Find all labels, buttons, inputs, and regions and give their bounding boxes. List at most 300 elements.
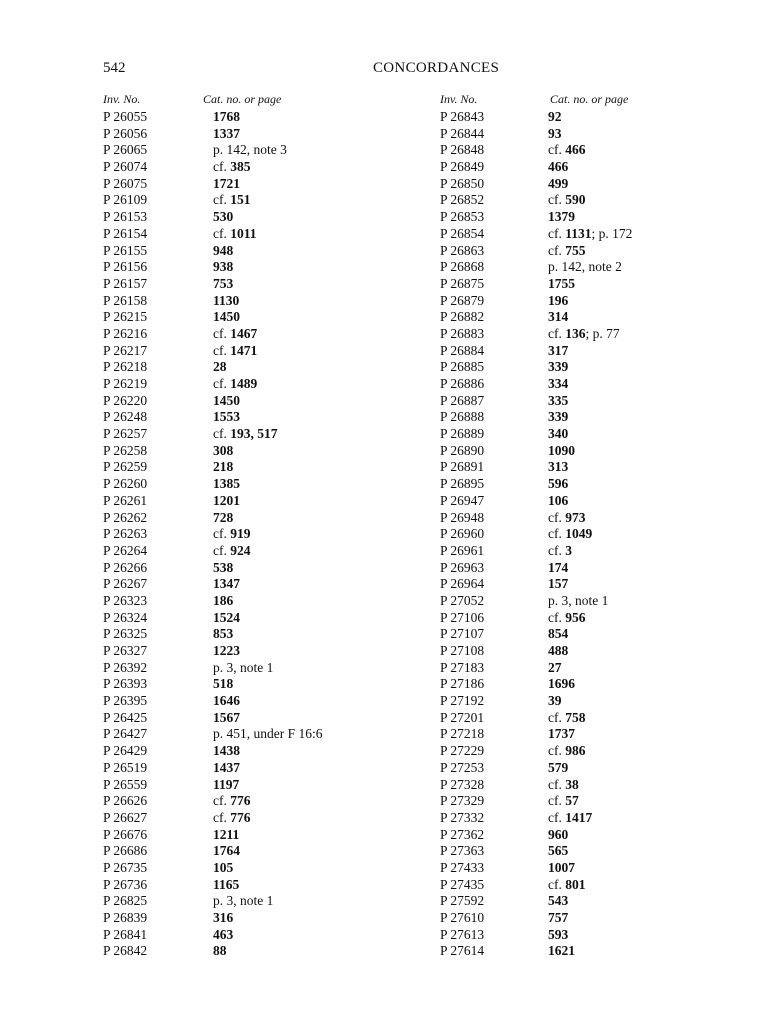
catalogue-number: 853 bbox=[213, 626, 234, 642]
concordance-row bbox=[440, 810, 680, 827]
catalogue-reference bbox=[548, 710, 586, 727]
reference-text: cf. bbox=[548, 876, 566, 892]
inventory-number: P 27052 bbox=[440, 592, 485, 608]
catalogue-reference bbox=[213, 927, 233, 944]
concordance-row bbox=[440, 459, 680, 476]
inventory-number: P 26325 bbox=[103, 626, 148, 642]
concordance-row bbox=[440, 493, 680, 510]
catalogue-number: 755 bbox=[565, 242, 586, 258]
reference-text: cf. bbox=[548, 743, 566, 759]
concordance-row bbox=[440, 860, 680, 877]
inventory-number: P 26267 bbox=[103, 576, 148, 592]
catalogue-number: 1223 bbox=[213, 643, 240, 658]
catalogue-number: 1737 bbox=[548, 726, 575, 742]
catalogue-number: 106 bbox=[548, 492, 569, 508]
inventory-number: P 26889 bbox=[440, 426, 485, 442]
catalogue-reference bbox=[548, 593, 608, 610]
catalogue-reference bbox=[213, 660, 273, 677]
reference-text: cf. bbox=[548, 225, 566, 241]
concordance-row bbox=[440, 192, 680, 209]
concordance-row bbox=[440, 676, 680, 693]
concordance-row bbox=[440, 376, 680, 393]
inventory-number: P 27363 bbox=[440, 843, 485, 859]
concordance-row bbox=[440, 259, 680, 276]
inventory-number: P 26156 bbox=[103, 259, 148, 275]
concordance-row bbox=[440, 843, 680, 860]
inventory-number: P 27183 bbox=[440, 659, 485, 675]
concordance-row bbox=[440, 827, 680, 844]
catalogue-reference bbox=[213, 393, 240, 410]
catalogue-reference bbox=[548, 810, 592, 827]
catalogue-number: 518 bbox=[213, 676, 234, 692]
concordance-row bbox=[103, 109, 343, 126]
catalogue-reference bbox=[548, 693, 562, 710]
catalogue-reference bbox=[548, 827, 568, 844]
inventory-number: P 26963 bbox=[440, 559, 485, 575]
catalogue-reference bbox=[548, 293, 568, 310]
concordance-row bbox=[103, 376, 343, 393]
concordance-row bbox=[440, 443, 680, 460]
inventory-number: P 27610 bbox=[440, 910, 485, 925]
catalogue-reference bbox=[213, 910, 233, 927]
concordance-row bbox=[103, 893, 343, 910]
reference-text: cf. bbox=[213, 225, 231, 241]
inventory-number: P 26218 bbox=[103, 359, 148, 375]
catalogue-reference bbox=[213, 109, 240, 126]
inventory-number: P 26839 bbox=[103, 910, 148, 925]
reference-text: p. 142, note 2 bbox=[548, 259, 622, 275]
catalogue-number: 565 bbox=[548, 843, 569, 859]
catalogue-reference bbox=[213, 827, 239, 844]
catalogue-reference bbox=[213, 593, 233, 610]
catalogue-number: 1438 bbox=[213, 743, 240, 759]
catalogue-reference bbox=[548, 276, 575, 293]
concordance-row bbox=[440, 293, 680, 310]
catalogue-number: 1379 bbox=[548, 209, 575, 225]
inventory-number: P 26154 bbox=[103, 225, 148, 241]
catalogue-reference bbox=[213, 693, 240, 710]
reference-text: cf. bbox=[213, 526, 231, 542]
inventory-number: P 26947 bbox=[440, 492, 485, 508]
inventory-number: P 26948 bbox=[440, 509, 485, 525]
catalogue-reference bbox=[548, 343, 568, 360]
inventory-number: P 26215 bbox=[103, 309, 148, 325]
concordance-row bbox=[103, 343, 343, 360]
inventory-number: P 26155 bbox=[103, 242, 148, 258]
concordance-column-right bbox=[440, 92, 680, 960]
catalogue-number: 308 bbox=[213, 442, 234, 458]
catalogue-reference bbox=[213, 877, 239, 894]
inventory-number: P 27253 bbox=[440, 759, 485, 775]
concordance-column-left bbox=[103, 92, 343, 960]
reference-text: cf. bbox=[548, 509, 566, 525]
catalogue-reference bbox=[548, 209, 575, 226]
inv-no-heading: Inv. No. bbox=[440, 92, 478, 106]
concordance-row bbox=[103, 159, 343, 176]
inventory-number: P 26262 bbox=[103, 509, 148, 525]
catalogue-reference bbox=[548, 226, 632, 243]
inventory-number: P 26153 bbox=[103, 209, 148, 225]
inventory-number: P 27218 bbox=[440, 726, 485, 742]
inventory-number: P 27192 bbox=[440, 693, 485, 709]
concordance-row bbox=[440, 510, 680, 527]
concordance-row bbox=[440, 593, 680, 610]
concordance-row bbox=[440, 693, 680, 710]
concordance-row bbox=[103, 226, 343, 243]
inventory-number: P 27614 bbox=[440, 943, 485, 959]
catalogue-reference bbox=[213, 760, 240, 777]
catalogue-reference bbox=[213, 259, 233, 276]
catalogue-number: 758 bbox=[565, 709, 586, 725]
inventory-number: P 26266 bbox=[103, 559, 148, 575]
concordance-row bbox=[103, 777, 343, 794]
reference-text: cf. bbox=[213, 342, 231, 358]
catalogue-reference bbox=[213, 293, 239, 310]
reference-text: cf. bbox=[213, 376, 231, 391]
concordance-rows bbox=[103, 109, 343, 960]
catalogue-number: 1337 bbox=[213, 125, 240, 141]
inventory-number: P 26216 bbox=[103, 325, 148, 341]
catalogue-reference bbox=[548, 843, 568, 860]
inventory-number: P 26109 bbox=[103, 192, 148, 208]
inventory-number: P 27433 bbox=[440, 859, 485, 875]
reference-text: ; p. 77 bbox=[585, 325, 620, 341]
concordance-row bbox=[440, 309, 680, 326]
concordance-row bbox=[440, 610, 680, 627]
concordance-row bbox=[103, 927, 343, 944]
catalogue-reference bbox=[213, 860, 233, 877]
concordance-row bbox=[103, 610, 343, 627]
concordance-row bbox=[103, 560, 343, 577]
inventory-number: P 26890 bbox=[440, 442, 485, 458]
concordance-row bbox=[440, 243, 680, 260]
page-number: 542 bbox=[103, 60, 126, 76]
catalogue-reference bbox=[213, 743, 240, 760]
catalogue-reference bbox=[213, 843, 240, 860]
catalogue-number: 1768 bbox=[213, 109, 240, 124]
concordance-row bbox=[103, 943, 343, 960]
inventory-number: P 27435 bbox=[440, 876, 485, 892]
concordance-row bbox=[440, 543, 680, 560]
catalogue-number: 986 bbox=[565, 743, 586, 759]
catalogue-reference bbox=[548, 409, 568, 426]
reference-text: p. 451, under F 16:6 bbox=[213, 726, 323, 742]
inventory-number: P 26895 bbox=[440, 476, 485, 492]
catalogue-number: 314 bbox=[548, 309, 569, 325]
inv-no-heading: Inv. No. bbox=[103, 92, 141, 106]
inventory-number: P 26427 bbox=[103, 726, 148, 742]
catalogue-reference bbox=[213, 810, 251, 827]
inventory-number: P 26327 bbox=[103, 643, 148, 658]
catalogue-number: 3 bbox=[565, 542, 572, 558]
concordance-row bbox=[103, 293, 343, 310]
column-header bbox=[440, 92, 680, 109]
concordance-row bbox=[103, 793, 343, 810]
inventory-number: P 27106 bbox=[440, 609, 485, 625]
catalogue-number: 466 bbox=[565, 142, 586, 158]
concordance-row bbox=[103, 576, 343, 593]
concordance-row bbox=[103, 693, 343, 710]
concordance-row bbox=[440, 359, 680, 376]
concordance-row bbox=[440, 409, 680, 426]
reference-text: cf. bbox=[213, 192, 231, 208]
concordance-row bbox=[103, 359, 343, 376]
catalogue-reference bbox=[213, 276, 233, 293]
catalogue-number: 466 bbox=[548, 159, 569, 175]
catalogue-reference bbox=[213, 343, 257, 360]
catalogue-reference bbox=[213, 443, 233, 460]
catalogue-reference bbox=[548, 893, 568, 910]
inventory-number: P 26884 bbox=[440, 342, 485, 358]
reference-text: cf. bbox=[213, 542, 231, 558]
catalogue-number: 919 bbox=[230, 526, 251, 542]
inventory-number: P 26891 bbox=[440, 459, 485, 475]
catalogue-number: 543 bbox=[548, 893, 569, 909]
catalogue-reference bbox=[213, 309, 240, 326]
reference-text: p. 3, note 1 bbox=[213, 659, 274, 675]
reference-text: cf. bbox=[548, 526, 566, 542]
inventory-number: P 26261 bbox=[103, 492, 148, 508]
catalogue-reference bbox=[548, 426, 568, 443]
catalogue-number: 1524 bbox=[213, 609, 240, 625]
inventory-number: P 26075 bbox=[103, 175, 148, 191]
cat-no-heading: Cat. no. or page bbox=[550, 92, 629, 106]
catalogue-number: 1553 bbox=[213, 409, 240, 425]
concordance-row bbox=[440, 893, 680, 910]
catalogue-number: 136 bbox=[565, 325, 586, 341]
concordance-row bbox=[440, 393, 680, 410]
catalogue-reference bbox=[213, 376, 257, 393]
concordance-row bbox=[440, 560, 680, 577]
catalogue-number: 801 bbox=[565, 876, 586, 892]
catalogue-number: 579 bbox=[548, 759, 569, 775]
running-title: CONCORDANCES bbox=[373, 60, 500, 76]
catalogue-reference bbox=[213, 943, 227, 960]
reference-text: p. 142, note 3 bbox=[213, 142, 287, 158]
concordance-row bbox=[103, 459, 343, 476]
catalogue-number: 28 bbox=[213, 359, 227, 375]
catalogue-reference bbox=[548, 793, 579, 810]
catalogue-number: 728 bbox=[213, 509, 234, 525]
concordance-row bbox=[440, 576, 680, 593]
reference-text: cf. bbox=[548, 142, 566, 158]
catalogue-reference bbox=[213, 510, 233, 527]
concordance-row bbox=[103, 259, 343, 276]
concordance-row bbox=[440, 660, 680, 677]
reference-text: cf. bbox=[213, 809, 231, 825]
reference-text: cf. bbox=[213, 426, 231, 442]
catalogue-reference bbox=[548, 243, 586, 260]
catalogue-number: 316 bbox=[213, 910, 234, 925]
catalogue-number: 340 bbox=[548, 426, 569, 442]
concordance-row bbox=[103, 326, 343, 343]
catalogue-reference bbox=[213, 726, 323, 743]
reference-text: cf. bbox=[548, 325, 566, 341]
inventory-number: P 26868 bbox=[440, 259, 485, 275]
catalogue-reference bbox=[548, 109, 562, 126]
catalogue-number: 973 bbox=[565, 509, 586, 525]
catalogue-reference bbox=[213, 643, 240, 660]
reference-text: p. 3, note 1 bbox=[548, 592, 609, 608]
concordance-row bbox=[103, 126, 343, 143]
catalogue-number: 27 bbox=[548, 659, 562, 675]
reference-text: cf. bbox=[213, 159, 231, 175]
catalogue-reference bbox=[213, 159, 251, 176]
catalogue-number: 776 bbox=[230, 793, 251, 809]
inventory-number: P 26519 bbox=[103, 759, 148, 775]
catalogue-reference bbox=[548, 760, 568, 777]
catalogue-reference bbox=[213, 459, 233, 476]
catalogue-number: 92 bbox=[548, 109, 562, 124]
catalogue-number: 1201 bbox=[213, 492, 240, 508]
inventory-number: P 26853 bbox=[440, 209, 485, 225]
inventory-number: P 26219 bbox=[103, 376, 148, 391]
concordance-row bbox=[103, 393, 343, 410]
catalogue-reference bbox=[548, 510, 586, 527]
catalogue-reference bbox=[548, 743, 586, 760]
catalogue-number: 1450 bbox=[213, 309, 240, 325]
inventory-number: P 26324 bbox=[103, 609, 148, 625]
concordance-row bbox=[440, 109, 680, 126]
catalogue-reference bbox=[213, 192, 251, 209]
catalogue-reference bbox=[213, 209, 233, 226]
catalogue-number: 335 bbox=[548, 392, 569, 408]
catalogue-reference bbox=[213, 426, 278, 443]
catalogue-reference bbox=[213, 526, 251, 543]
concordance-row bbox=[103, 526, 343, 543]
catalogue-number: 538 bbox=[213, 559, 234, 575]
inventory-number: P 26735 bbox=[103, 859, 148, 875]
catalogue-reference bbox=[213, 226, 257, 243]
inventory-number: P 26883 bbox=[440, 325, 485, 341]
concordance-row bbox=[440, 760, 680, 777]
catalogue-number: 1721 bbox=[213, 175, 240, 191]
concordance-row bbox=[440, 877, 680, 894]
catalogue-number: 151 bbox=[230, 192, 251, 208]
catalogue-reference bbox=[548, 777, 579, 794]
catalogue-number: 218 bbox=[213, 459, 234, 475]
catalogue-reference bbox=[548, 626, 568, 643]
catalogue-number: 317 bbox=[548, 342, 569, 358]
catalogue-reference bbox=[213, 409, 240, 426]
catalogue-reference bbox=[548, 359, 568, 376]
catalogue-number: 530 bbox=[213, 209, 234, 225]
inventory-number: P 27201 bbox=[440, 709, 485, 725]
reference-text: cf. bbox=[548, 809, 566, 825]
inventory-number: P 26875 bbox=[440, 275, 485, 291]
catalogue-reference bbox=[548, 943, 575, 960]
catalogue-reference bbox=[548, 309, 568, 326]
catalogue-reference bbox=[213, 493, 240, 510]
inventory-number: P 26323 bbox=[103, 592, 148, 608]
inventory-number: P 26854 bbox=[440, 225, 485, 241]
catalogue-reference bbox=[548, 660, 562, 677]
catalogue-number: 186 bbox=[213, 592, 234, 608]
catalogue-reference bbox=[548, 326, 620, 343]
inventory-number: P 26882 bbox=[440, 309, 485, 325]
catalogue-number: 157 bbox=[548, 576, 569, 592]
catalogue-number: 1007 bbox=[548, 859, 575, 875]
concordance-row bbox=[103, 710, 343, 727]
catalogue-number: 339 bbox=[548, 409, 569, 425]
catalogue-number: 39 bbox=[548, 693, 562, 709]
catalogue-number: 1646 bbox=[213, 693, 240, 709]
catalogue-number: 193, 517 bbox=[230, 426, 278, 442]
concordance-row bbox=[103, 827, 343, 844]
concordance-row bbox=[103, 877, 343, 894]
concordance-row bbox=[440, 176, 680, 193]
column-header bbox=[103, 92, 343, 109]
catalogue-reference bbox=[548, 910, 568, 927]
catalogue-number: 1450 bbox=[213, 392, 240, 408]
catalogue-reference bbox=[548, 726, 575, 743]
concordance-row bbox=[440, 343, 680, 360]
inventory-number: P 26964 bbox=[440, 576, 485, 592]
concordance-row bbox=[103, 209, 343, 226]
catalogue-number: 960 bbox=[548, 826, 569, 842]
inventory-number: P 26686 bbox=[103, 843, 148, 859]
catalogue-reference bbox=[548, 159, 568, 176]
catalogue-number: 1165 bbox=[213, 876, 240, 892]
catalogue-number: 174 bbox=[548, 559, 569, 575]
inventory-number: P 27362 bbox=[440, 826, 485, 842]
catalogue-number: 93 bbox=[548, 125, 562, 141]
page-header bbox=[103, 60, 663, 80]
inventory-number: P 26627 bbox=[103, 809, 148, 825]
inventory-number: P 27329 bbox=[440, 793, 485, 809]
concordance-row bbox=[103, 409, 343, 426]
concordance-row bbox=[440, 276, 680, 293]
catalogue-number: 1567 bbox=[213, 709, 240, 725]
concordance-row bbox=[103, 276, 343, 293]
inventory-number: P 26961 bbox=[440, 542, 485, 558]
inventory-number: P 26392 bbox=[103, 659, 148, 675]
catalogue-number: 596 bbox=[548, 476, 569, 492]
catalogue-number: 313 bbox=[548, 459, 569, 475]
reference-text: cf. bbox=[548, 242, 566, 258]
catalogue-reference bbox=[548, 376, 568, 393]
catalogue-number: 339 bbox=[548, 359, 569, 375]
cat-no-heading: Cat. no. or page bbox=[203, 92, 282, 106]
inventory-number: P 26849 bbox=[440, 159, 485, 175]
inventory-number: P 26885 bbox=[440, 359, 485, 375]
catalogue-reference bbox=[213, 543, 251, 560]
concordance-row bbox=[103, 593, 343, 610]
catalogue-reference bbox=[213, 626, 233, 643]
catalogue-number: 1385 bbox=[213, 476, 240, 492]
inventory-number: P 27186 bbox=[440, 676, 485, 692]
catalogue-number: 1011 bbox=[230, 225, 257, 241]
concordance-row bbox=[103, 843, 343, 860]
concordance-row bbox=[440, 943, 680, 960]
inventory-number: P 26055 bbox=[103, 109, 148, 124]
concordance-row bbox=[103, 176, 343, 193]
catalogue-number: 1131 bbox=[565, 225, 592, 241]
concordance-row bbox=[440, 710, 680, 727]
concordance-row bbox=[440, 142, 680, 159]
catalogue-number: 488 bbox=[548, 643, 569, 658]
catalogue-number: 499 bbox=[548, 175, 569, 191]
inventory-number: P 26217 bbox=[103, 342, 148, 358]
catalogue-reference bbox=[213, 576, 240, 593]
catalogue-reference bbox=[548, 676, 575, 693]
concordance-row bbox=[103, 142, 343, 159]
inventory-number: P 26263 bbox=[103, 526, 148, 542]
concordance-row bbox=[440, 777, 680, 794]
concordance-row bbox=[103, 426, 343, 443]
catalogue-reference bbox=[548, 142, 586, 159]
concordance-row bbox=[440, 526, 680, 543]
